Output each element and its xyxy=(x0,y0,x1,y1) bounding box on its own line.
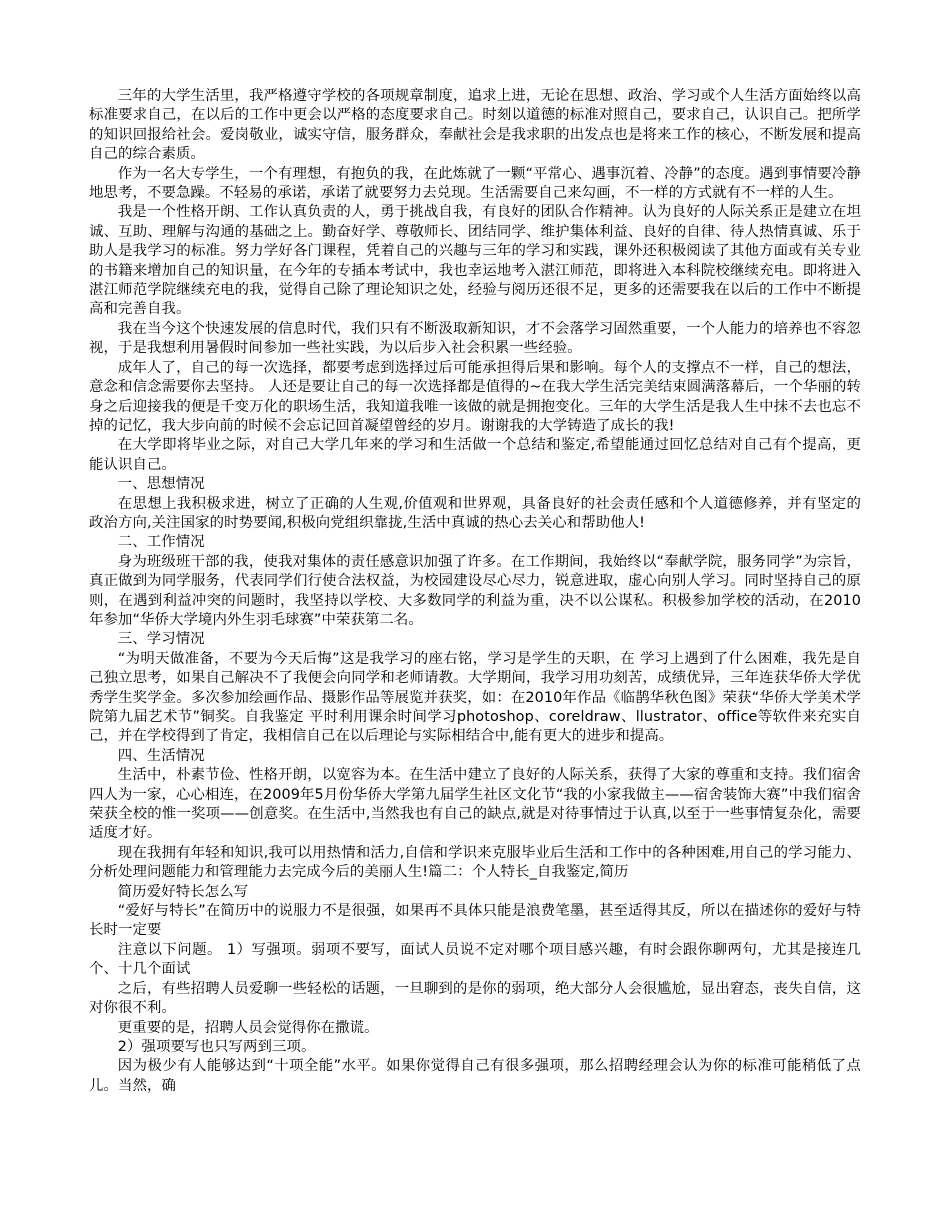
paragraph: 更重要的是，招聘人员会觉得你在撒谎。 xyxy=(117,1019,379,1036)
paragraph: 现在我拥有年轻和知识,我可以用热情和活力,自信和学识来克服毕业后生活和工作中的各种困难,用自己的学习能力、分析处理问题能力和管理能力去完成今后的美丽人生!篇二：个人特长_自我鉴定,简历 xyxy=(89,844,861,881)
paragraph: 2）强项要写也只写两到三项。 xyxy=(117,1038,316,1055)
paragraph: 三年的大学生活里，我严格遵守学校的各项规章制度，追求上进，无论在思想、政治、学习或个人生活方面始终以高标准要求自己，在以后的工作中更会以严格的态度要求自己。时刻以道德的标准对照自己，要求自己，认识自己。把所学的知识回报给社会。爱岗敬业，诚实守信，服务群众，奉献社会是我求职的出发点也是将来工作的核心，不断发展和提高自己的综合素质。 xyxy=(89,88,861,163)
section-heading: 一、思想情况 xyxy=(117,476,205,493)
paragraph: 身为班级班干部的我，使我对集体的责任感意识加强了许多。在工作期间，我始终以“奉献学院，服务同学”为宗旨，真正做到为同学服务，代表同学们行使合法权益，为校园建设尽心尽力，锐意进取，虚心向别人学习。同时坚持自己的原则，在遇到利益冲突的问题时，我坚持以学校、大多数同学的利益为重，决不以公谋私。积极参加学校的活动，在2010年参加“华侨大学境内外生羽毛球赛”中荣获第二名。 xyxy=(89,553,861,628)
paragraph: 之后，有些招聘人员爱聊一些轻松的话题，一旦聊到的是你的弱项，绝大部分人会很尴尬，显出窘态，丧失自信，这对你很不利。 xyxy=(89,980,861,1017)
paragraph: 成年人了，自己的每一次选择，都要考虑到选择过后可能承担得后果和影响。每个人的支撑点不一样，自己的想法，意念和信念需要你去坚持。 人还是要让自己的每一次选择都是值得的~在我大学生活完美结束圆满落幕后，一个华丽的转身之后迎接我的便是千变万化的职场生活，我知道我唯一该做的就是拥抱变化。三年的大学生活是我人生中抹不去也忘不掉的记忆，我大步向前的时候不会忘记回首凝望曾经的岁月。谢谢我的大学铸造了成长的我! xyxy=(89,359,861,434)
section-heading: 四、生活情况 xyxy=(117,747,205,764)
section-heading: 简历爱好特长怎么写 xyxy=(117,883,249,900)
paragraph: 作为一名大专学生，一个有理想，有抱负的我，在此炼就了一颗“平常心、遇事沉着、冷静”的态度。遇到事情要冷静地思考，不要急躁。不轻易的承诺，承诺了就要努力去兑现。生活需要自己来勾画，不一样的方式就有不一样的人生。 xyxy=(89,165,861,202)
paragraph: 在大学即将毕业之际，对自己大学几年来的学习和生活做一个总结和鉴定,希望能通过回忆总结对自己有个提高，更能认识自己。 xyxy=(89,437,861,473)
paragraph: “爱好与特长”在简历中的说服力不是很强，如果再不具体只能是浪费笔墨，甚至适得其反，所以在描述你的爱好与特长时一定要 xyxy=(89,903,861,939)
paragraph: 我是一个性格开朗、工作认真负责的人，勇于挑战自我，有良好的团队合作精神。认为良好的人际关系正是建立在坦诚、互助、理解与沟通的基础之上。勤奋好学、尊敬师长、团结同学、维护集体利益、良好的自律、待人热情真诚、乐于助人是我学习的标准。努力学好各门课程，凭着自己的兴趣与三年的学习和实践，课外还积极阅读了其他方面或有关专业的书籍来增加自己的知识量，在今年的专插本考试中，我也幸运地考入湛江师范，即将进入本科院校继续充电。即将进入湛江师范学院继续充电的我，觉得自己除了理论知识之处，经验与阅历还很不足，更多的还需要我在以后的工作中不断提高和完善自我。 xyxy=(89,204,861,318)
document-body xyxy=(89,87,861,1096)
paragraph: 注意以下问题。 1）写强项。弱项不要写，面试人员说不定对哪个项目感兴趣，有时会跟你聊两句，尤其是接连几个、十几个面试 xyxy=(89,941,861,978)
paragraph: 生活中，朴素节俭、性格开朗，以宽容为本。在生活中建立了良好的人际关系，获得了大家的尊重和支持。我们宿舍四人为一家，心心相连，在2009年5月份华侨大学第九届学生社区文化节“我的小家我做主——宿舍装饰大赛”中我们宿舍荣获全校的惟一奖项——创意奖。在生活中,当然我也有自己的缺点,就是对待事情过于认真,以至于一些事情复杂化，需要适度才好。 xyxy=(89,767,861,842)
paragraph: 我在当今这个快速发展的信息时代，我们只有不断汲取新知识，才不会落学习固然重要，一个人能力的培养也不容忽视，于是我想利用暑假时间参加一些社实践，为以后步入社会积累一些经验。 xyxy=(89,320,861,357)
paragraph: “为明天做准备，不要为今天后悔”这是我学习的座右铭，学习是学生的天职，在 学习上遇到了什么困难，我先是自己独立思考，如果自己解决不了我便会向同学和老师请教。大学期间，我学习用功刻苦，成绩优异，三年连获华侨大学优秀学生奖学金。多次参加绘画作品、摄影作品等展览并获奖，如：在2010年作品《临鹊华秋色图》荣获“华侨大学美术学院第九届艺术节”铜奖。自我鉴定 平时利用课余时间学习photoshop、coreldraw、llustrator、office等软件来充实自己，并在学校得到了肯定，我相信自己在以后理论与实际相结合中,能有更大的进步和提高。 xyxy=(89,650,861,745)
section-heading: 三、学习情况 xyxy=(117,631,205,648)
paragraph: 因为极少有人能够达到“十项全能”水平。如果你觉得自己有很多强项，那么招聘经理会认为你的标准可能稍低了点儿。当然，确 xyxy=(89,1058,861,1094)
paragraph: 在思想上我积极求进，树立了正确的人生观,价值观和世界观，具备良好的社会责任感和个人道德修养，并有坚定的政治方向,关注国家的时势要闻,积极向党组织靠拢,生活中真诚的热心去关心和帮助他人! xyxy=(89,495,861,531)
section-heading: 二、工作情况 xyxy=(117,534,205,551)
